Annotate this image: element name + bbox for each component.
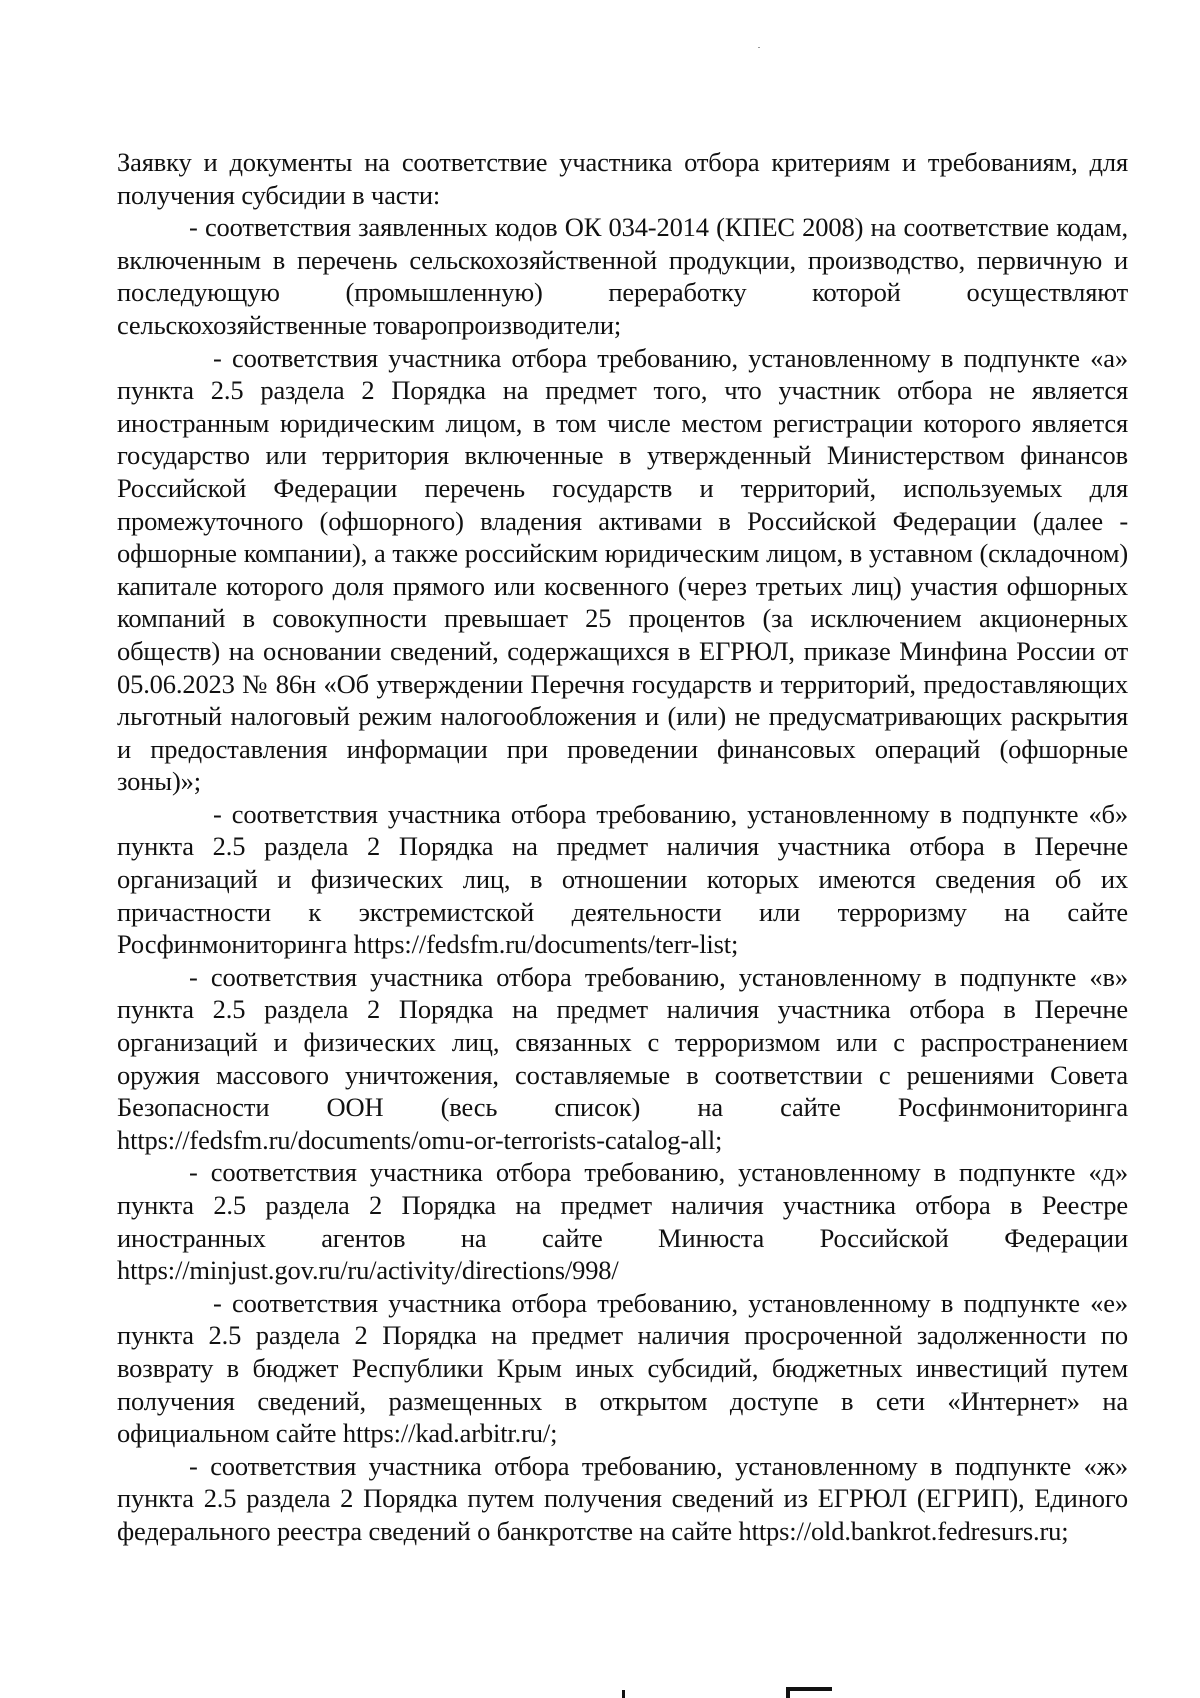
- paragraph-okpd-codes: - соответствия заявленных кодов ОК 034-2014 (КПЕС 2008) на соответствие кодам, включенным в перечень сельскохозяйственной продукции, производство, первичную и последующую (промышленную) переработку которой осуществляют сельскохозяйственные товаропроизводители;: [117, 212, 1128, 340]
- scan-artifact-mark: [622, 1690, 625, 1698]
- scan-speck: [758, 47, 760, 48]
- paragraph-subpoint-zh: - соответствия участника отбора требованию, установленному в подпункте «ж» пункта 2.5 раздела 2 Порядка путем получения сведений из ЕГРЮЛ (ЕГРИП), Единого федерального реестра сведений о банкротстве на сайте https://old.bankrot.fedresurs.ru;: [117, 1450, 1128, 1546]
- paragraph-subpoint-b: - соответствия участника отбора требованию, установленному в подпункте «б» пункта 2.5 раздела 2 Порядка на предмет наличия участника отбора в Перечне организаций и физических лиц, в отношении которых имеются сведения об их причастности к экстремистской деятельности или терроризму на сайте Росфинмониторинга https://fedsfm.ru/documents/terr-list;: [117, 798, 1128, 960]
- document-body: [117, 146, 1128, 1548]
- paragraph-subpoint-v: - соответствия участника отбора требованию, установленному в подпункте «в» пункта 2.5 раздела 2 Порядка на предмет наличия участника отбора в Перечне организаций и физических лиц, связанных с терроризмом или с распространением оружия массового уничтожения, составляемые в соответствии с решениями Совета Безопасности ООН (весь список) на сайте Росфинмониторинга https://fedsfm.ru/documents/omu-or-terrorists-catalog-all;: [117, 961, 1128, 1155]
- scan-artifact-mark: [786, 1687, 790, 1698]
- paragraph-intro: Заявку и документы на соответствие участника отбора критериям и требованиям, для получения субсидии в части:: [117, 147, 1128, 210]
- paragraph-subpoint-d: - соответствия участника отбора требованию, установленному в подпункте «д» пункта 2.5 раздела 2 Порядка на предмет наличия участника отбора в Реестре иностранных агентов на сайте Минюста Российской Федерации https://minjust.gov.ru/ru/activity/directions/998/: [117, 1157, 1128, 1286]
- paragraph-subpoint-a: - соответствия участника отбора требованию, установленному в подпункте «а» пункта 2.5 раздела 2 Порядка на предмет того, что участник отбора не является иностранным юридическим лицом, в том числе местом регистрации которого является государство или территория включенные в утвержденный Министерством финансов Российской Федерации перечень государств и территорий, используемых для промежуточного (офшорного) владения активами в Российской Федерации (далее - офшорные компании), а также российским юридическим лицом, в уставном (складочном) капитале которого доля прямого или косвенного (через третьих лиц) участия офшорных компаний в совокупности превышает 25 процентов (за исключением акционерных обществ) на основании сведений, содержащихся в ЕГРЮЛ, приказе Минфина России от 05.06.2023 № 86н «Об утверждении Перечня государств и территорий, предоставляющих льготный налоговый режим налогообложения и (или) не предусматривающих раскрытия и предоставления информации при проведении финансовых операций (офшорные зоны)»;: [117, 342, 1128, 797]
- scan-artifact-mark: [786, 1687, 832, 1691]
- paragraph-subpoint-e: - соответствия участника отбора требованию, установленному в подпункте «е» пункта 2.5 раздела 2 Порядка на предмет наличия просроченной задолженности по возврату в бюджет Республики Крым иных субсидий, бюджетных инвестиций путем получения сведений, размещенных в открытом доступе в сети «Интернет» на официальном сайте https://kad.arbitr.ru/;: [117, 1287, 1128, 1449]
